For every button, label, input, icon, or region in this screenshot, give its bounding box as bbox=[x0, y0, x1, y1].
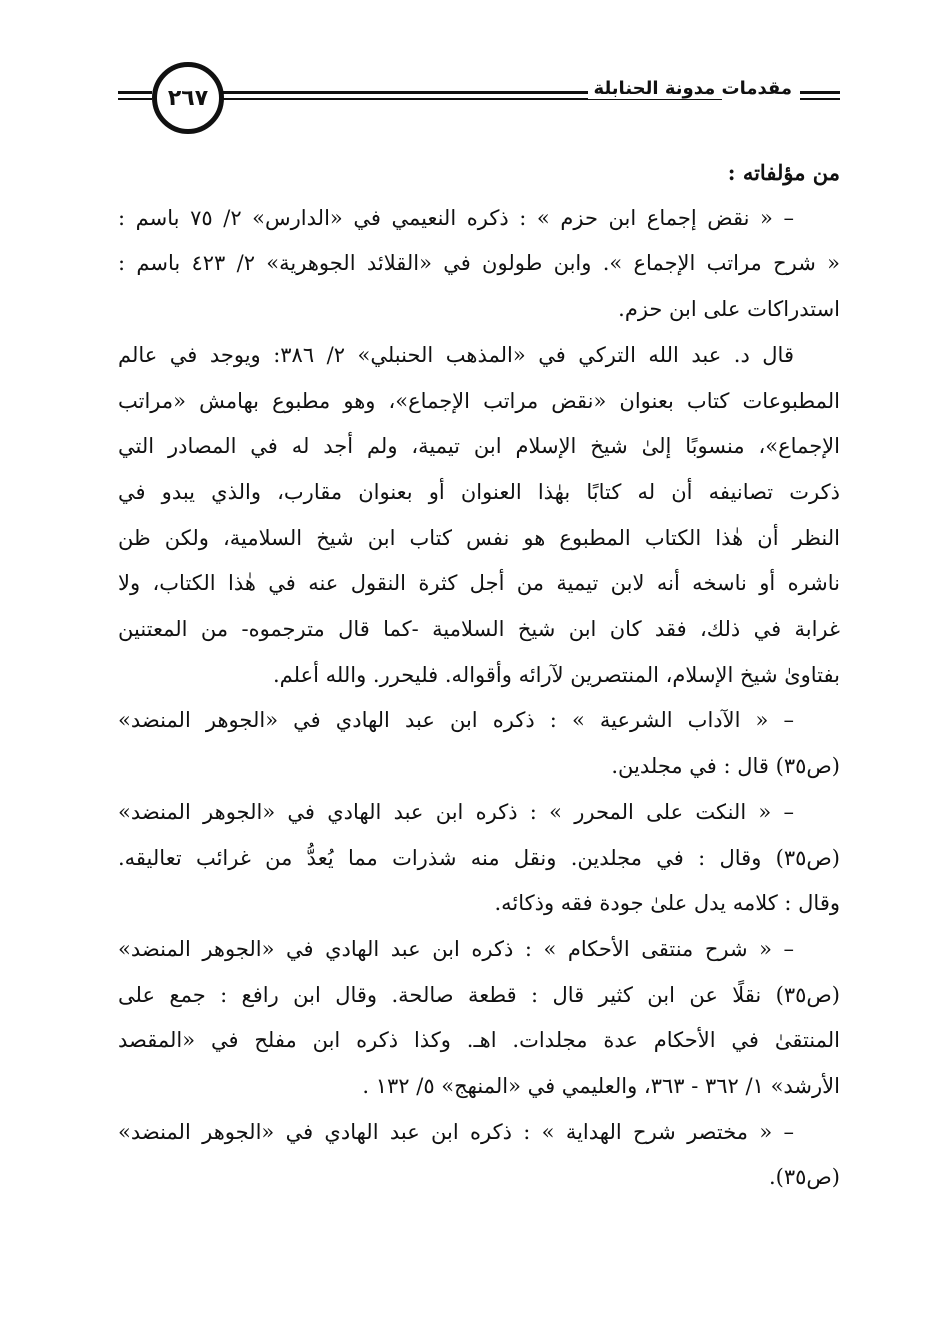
text-line: – « الآداب الشرعية » : ذكره ابن عبد الهادي في «الجوهر المنضد» bbox=[118, 708, 794, 733]
text-line: بفتاوىٰ شيخ الإسلام، المنتصرين لآرائه وأقواله. فليحرر. والله أعلم. bbox=[273, 662, 840, 687]
text-line: الإجماع»، منسوبًا إلىٰ شيخ الإسلام ابن تيمية، ولم أجد له في المصادر التي bbox=[118, 434, 840, 459]
text-line: ذكرت تصانيفه أن له كتابًا بهٰذا العنوان أو بعنوان مقارب، والذي يبدو في bbox=[118, 479, 840, 504]
text-line: – « مختصر شرح الهداية » : ذكره ابن عبد الهادي في «الجوهر المنضد» bbox=[118, 1119, 794, 1144]
quote-paragraph bbox=[118, 333, 840, 699]
running-title: مقدمات مدونة الحنابلة bbox=[588, 78, 798, 99]
header-rule bbox=[118, 91, 152, 94]
text-line: (ص٣٥). bbox=[768, 1165, 840, 1190]
header-rule bbox=[118, 98, 152, 100]
page-body bbox=[118, 150, 840, 1201]
entry-paragraph bbox=[118, 698, 840, 789]
text-line: – « النكت على المحرر » : ذكره ابن عبد الهادي في «الجوهر المنضد» bbox=[118, 799, 794, 824]
page-number: ٢٦٧ bbox=[152, 62, 224, 134]
text-line: (ص٣٥) قال : في مجلدين. bbox=[611, 754, 840, 779]
text-line: الأرشد» ١/ ٣٦٢ - ٣٦٣، والعليمي في «المنهج» ٥/ ١٣٢ . bbox=[362, 1074, 840, 1099]
text-line: وقال : كلامه يدل علىٰ جودة فقه وذكائه. bbox=[494, 891, 840, 916]
text-line: – « شرح منتقى الأحكام » : ذكره ابن عبد الهادي في «الجوهر المنضد» bbox=[118, 936, 794, 961]
text-line: غرابة في ذلك، فقد كان ابن شيخ السلامية -كما قال مترجموه- من المعتنين bbox=[118, 617, 840, 642]
section-heading: من مؤلفاته : bbox=[727, 160, 840, 185]
text-line: استدراكات على ابن حزم. bbox=[618, 297, 840, 322]
text-line: المطبوعات كتاب بعنوان «نقض مراتب الإجماع»، وهو مطبوع بهامش «مراتب bbox=[118, 388, 840, 413]
header-rule bbox=[800, 91, 840, 94]
entry-paragraph bbox=[118, 927, 840, 1110]
text-line: النظر أن هٰذا الكتاب المطبوع هو نفس كتاب ابن شيخ السلامية، ولكن ظن bbox=[118, 525, 840, 550]
entry-paragraph bbox=[118, 790, 840, 927]
text-line: (ص٣٥) نقلًا عن ابن كثير قال : قطعة صالحة. وقال ابن رافع : جمع على bbox=[118, 982, 840, 1007]
entry-paragraph bbox=[118, 1110, 840, 1201]
page-header bbox=[118, 54, 840, 134]
entry-paragraph bbox=[118, 196, 840, 333]
text-line: ناشره أو ناسخه أنه لابن تيمية من أجل كثرة النقول عنه في هٰذا الكتاب، ولا bbox=[118, 571, 840, 596]
text-line: « شرح مراتب الإجماع ». وابن طولون في «القلائد الجوهرية» ٢/ ٤٢٣ باسم : bbox=[118, 251, 840, 276]
header-rule bbox=[800, 98, 840, 100]
text-line: (ص٣٥) وقال : في مجلدين. ونقل منه شذرات مما يُعدُّ من غرائب تعاليقه. bbox=[118, 845, 840, 870]
text-line: المنتقىٰ في الأحكام عدة مجلدات. اهـ. وكذا ذكره ابن مفلح في «المقصد bbox=[118, 1028, 840, 1053]
text-line: قال د. عبد الله التركي في «المذهب الحنبلي» ٢/ ٣٨٦: ويوجد في عالم bbox=[118, 342, 794, 367]
text-line: – « نقض إجماع ابن حزم » : ذكره النعيمي في «الدارس» ٢/ ٧٥ باسم : bbox=[118, 205, 794, 230]
